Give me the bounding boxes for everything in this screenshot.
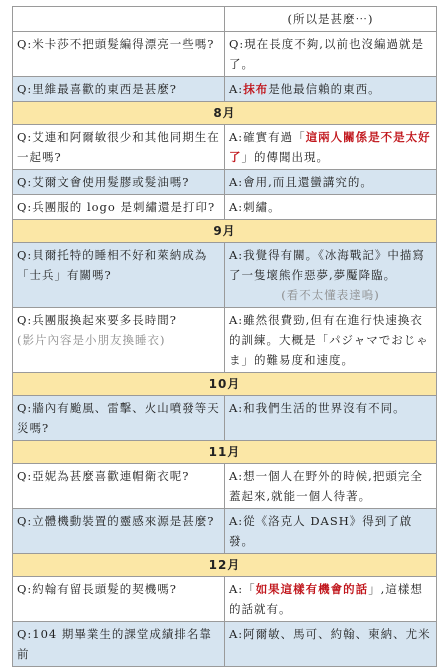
answer-cell bbox=[225, 464, 437, 509]
cell-text: Q:兵團服換起來要多長時間? bbox=[17, 313, 177, 327]
month-header: 8月 bbox=[13, 102, 437, 125]
cell-text: A: bbox=[229, 82, 244, 96]
cell-text: 」,這樣想的話就有。 bbox=[229, 582, 423, 616]
cell-text: Q:艾連和阿爾敏很少和其他同期生在一起嗎? bbox=[17, 130, 220, 164]
cell-text: 這兩人關係是不是太好了 bbox=[229, 130, 431, 164]
cell-text: A:確實有過「 bbox=[229, 130, 306, 144]
qa-table bbox=[12, 6, 437, 667]
question-cell bbox=[13, 622, 225, 667]
cell-text: Q:貝爾托特的睡相不好和萊納成為「士兵」有關嗎? bbox=[17, 248, 208, 282]
month-header: 10月 bbox=[13, 373, 437, 396]
question-cell bbox=[13, 464, 225, 509]
month-header: 12月 bbox=[13, 554, 437, 577]
qa-row bbox=[13, 396, 437, 441]
month-header: 11月 bbox=[13, 441, 437, 464]
qa-row bbox=[13, 243, 437, 308]
cell-text: (看不太懂表達嗚) bbox=[281, 288, 380, 302]
cell-text: A:我覺得有關。《冰海戰記》中描寫了一隻壞熊作惡夢,夢魘降臨。 bbox=[229, 248, 425, 282]
answer-cell bbox=[225, 32, 437, 77]
question-cell bbox=[13, 195, 225, 220]
qa-table-body bbox=[13, 7, 437, 667]
cell-text: Q:里維最喜歡的東西是甚麼? bbox=[17, 82, 177, 96]
qa-row bbox=[13, 195, 437, 220]
cell-text: Q:亞妮為甚麼喜歡連帽衛衣呢? bbox=[17, 469, 190, 483]
question-cell bbox=[13, 77, 225, 102]
qa-row bbox=[13, 464, 437, 509]
cell-text: A:和我們生活的世界沒有不同。 bbox=[229, 401, 406, 415]
cell-text: Q:艾爾文會使用髮膠或髮油嗎? bbox=[17, 175, 190, 189]
month-header-row bbox=[13, 373, 437, 396]
cell-text: (影片內容是小朋友換睡衣) bbox=[17, 333, 166, 347]
cell-text: 」的傳聞出現。 bbox=[241, 150, 329, 164]
answer-cell bbox=[225, 125, 437, 170]
qa-row bbox=[13, 170, 437, 195]
month-header-row bbox=[13, 102, 437, 125]
month-header: 9月 bbox=[13, 220, 437, 243]
cell-text: Q:約翰有留長頭髮的契機嗎? bbox=[17, 582, 177, 596]
question-cell bbox=[13, 308, 225, 373]
question-cell bbox=[13, 577, 225, 622]
question-cell bbox=[13, 396, 225, 441]
cell-text: Q:兵團服的 logo 是刺繡還是打印? bbox=[17, 200, 216, 214]
qa-row bbox=[13, 577, 437, 622]
question-cell bbox=[13, 125, 225, 170]
answer-cell bbox=[225, 7, 437, 32]
qa-row bbox=[13, 7, 437, 32]
qa-row bbox=[13, 622, 437, 667]
answer-cell bbox=[225, 170, 437, 195]
month-header-row bbox=[13, 220, 437, 243]
cell-text: A:雖然很費勁,但有在進行快速換衣的訓練。大概是「パジャマでおじゃま」的難易度和速度。 bbox=[229, 313, 429, 367]
answer-cell bbox=[225, 622, 437, 667]
question-cell bbox=[13, 243, 225, 308]
qa-row bbox=[13, 32, 437, 77]
cell-text: 如果這樣有機會的話 bbox=[255, 582, 369, 596]
cell-text: 是他最信賴的東西。 bbox=[268, 82, 381, 96]
month-header-row bbox=[13, 441, 437, 464]
cell-text: 抹布 bbox=[243, 82, 269, 96]
answer-cell bbox=[225, 577, 437, 622]
cell-text: Q:現在長度不夠,以前也沒編過就是了。 bbox=[229, 37, 424, 71]
answer-cell bbox=[225, 396, 437, 441]
cell-text: A:會用,而且還蠻講究的。 bbox=[229, 175, 373, 189]
qa-row bbox=[13, 509, 437, 554]
qa-row bbox=[13, 77, 437, 102]
qa-row bbox=[13, 125, 437, 170]
cell-text: Q:立體機動裝置的靈感來源是甚麼? bbox=[17, 514, 215, 528]
question-cell bbox=[13, 7, 225, 32]
qa-row bbox=[13, 308, 437, 373]
cell-text: A:從《洛克人 DASH》得到了啟發。 bbox=[229, 514, 413, 548]
answer-cell bbox=[225, 308, 437, 373]
cell-text: A:刺繡。 bbox=[229, 200, 281, 214]
answer-cell bbox=[225, 77, 437, 102]
answer-cell bbox=[225, 509, 437, 554]
answer-cell bbox=[225, 243, 437, 308]
cell-text: (所以是甚麼⋯) bbox=[287, 12, 374, 26]
question-cell bbox=[13, 170, 225, 195]
cell-text: Q:牆內有颱風、雷擊、火山噴發等天災嗎? bbox=[17, 401, 220, 435]
cell-text: A:阿爾敏、馬可、約翰、柬納、尤米 bbox=[229, 627, 431, 641]
cell-text: A:「 bbox=[229, 582, 256, 596]
cell-text: Q:米卡莎不把頭髮編得漂亮一些嗎? bbox=[17, 37, 215, 51]
question-cell bbox=[13, 509, 225, 554]
cell-text: A:想一個人在野外的時候,把頭完全蓋起來,就能一個人待著。 bbox=[229, 469, 423, 503]
cell-text: Q:104 期畢業生的課堂成績排名靠前 bbox=[17, 627, 212, 661]
question-cell bbox=[13, 32, 225, 77]
month-header-row bbox=[13, 554, 437, 577]
answer-cell bbox=[225, 195, 437, 220]
